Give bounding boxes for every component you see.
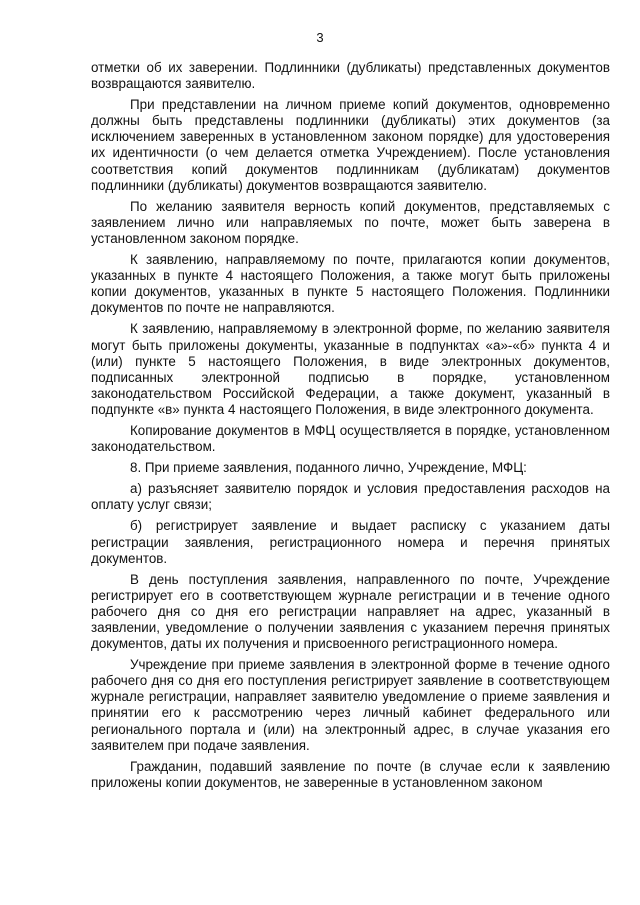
paragraph: К заявлению, направляемому в электронной форме, по желанию заявителя могут быть приложены документы, указанные в подпунктах «а»-«б» пункта 4 и (или) пункте 5 настоящего Положения, в виде электронных документов, подписанных электронной подписью в порядке, установленном законодательством Российской Федерации, а также документ, указанный в подпункте «в» пункта 4 настоящего Положения, в виде электронного документа. [91,321,610,417]
paragraph-item-a: а) разъясняет заявителю порядок и условия предоставления расходов на оплату услуг связи; [91,481,610,513]
paragraph-section-8: 8. При приеме заявления, поданного лично, Учреждение, МФЦ: [130,460,527,476]
page-number: 3 [316,30,324,45]
document-body [91,60,610,796]
paragraph-item-b: б) регистрирует заявление и выдает расписку с указанием даты регистрации заявления, регистрационного номера и перечня принятых документов. [91,518,610,566]
paragraph: Копирование документов в МФЦ осуществляется в порядке, установленном законодательством. [91,422,610,455]
paragraph: В день поступления заявления, направленного по почте, Учреждение регистрирует его в соответствующем журнале регистрации и в течение одного рабочего дня со дня его регистрации направляет на адрес, указанный в заявлении, уведомление о получении заявления с указанием перечня принятых документов, даты их получения и присвоенного регистрационного номера. [91,571,610,652]
paragraph-continuation: отметки об их заверении. Подлинники (дубликаты) представленных документов возвращаются заявителю. [91,60,610,92]
paragraph: При представлении на личном приеме копий документов, одновременно должны быть представлены подлинники (дубликаты) этих документов (за исключением заверенных в установленном законом порядке) для удостоверения их идентичности (о чем делается отметка Учреждением). После установления соответствия копий документов подлинникам (дубликатам) документов подлинники (дубликаты) документов возвращаются заявителю. [91,97,610,193]
paragraph: Гражданин, подавший заявление по почте (в случае если к заявлению приложены копии документов, не заверенные в установленном законом [91,758,610,790]
paragraph: Учреждение при приеме заявления в электронной форме в течение одного рабочего дня со дня его поступления регистрирует заявление в соответствующем журнале регистрации, направляет заявителю уведомление о приеме заявления и принятии его к рассмотрению через личный кабинет федерального или регионального портала и (или) на электронный адрес, в случае указания его заявителем при подаче заявления. [91,657,610,753]
paragraph: К заявлению, направляемому по почте, прилагаются копии документов, указанных в пункте 4 настоящего Положения, а также могут быть приложены копии документов, указанных в пункте 5 настоящего Положения. Подлинники документов по почте не направляются. [91,252,610,316]
paragraph: По желанию заявителя верность копий документов, представляемых с заявлением лично или направляемых по почте, может быть заверена в установленном законом порядке. [91,198,610,246]
